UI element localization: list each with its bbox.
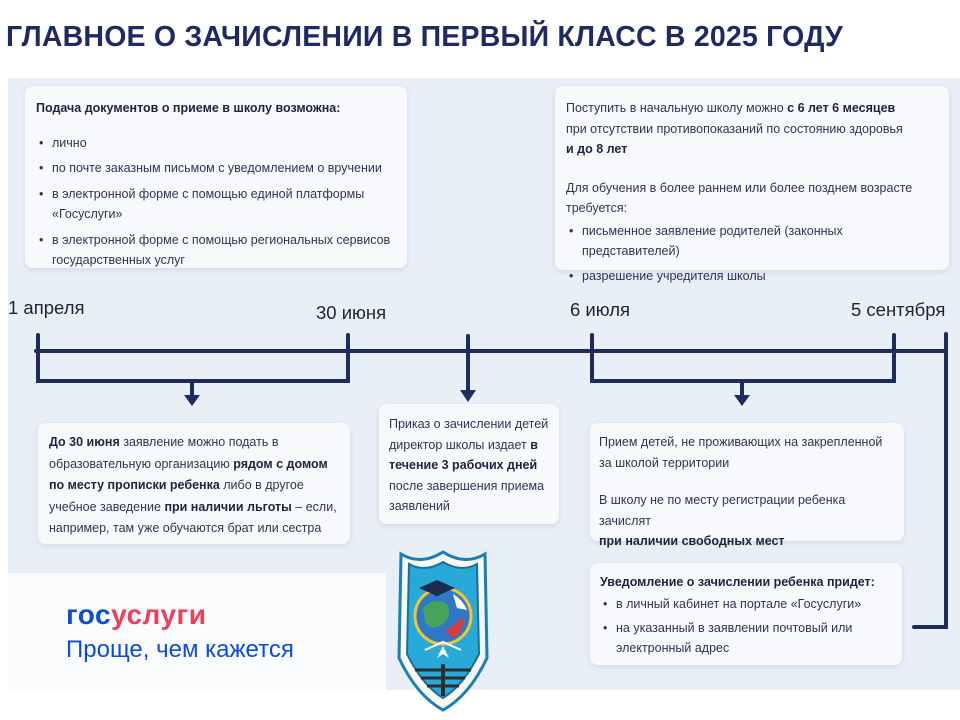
page-title: ГЛАВНОЕ О ЗАЧИСЛЕНИИ В ПЕРВЫЙ КЛАСС В 2025 ГОДУ xyxy=(6,21,843,53)
card-enrollment-notice xyxy=(590,563,902,665)
notice-connector xyxy=(914,334,946,627)
list-item: • в электронной форме с помощью региональных сервисов государственных услуг xyxy=(36,230,393,271)
bracket-april-june xyxy=(38,368,348,381)
list-item: • по почте заказным письмом с уведомлением о вручении xyxy=(36,158,393,179)
list-item: • лично xyxy=(36,133,393,154)
arrow-april-june-icon xyxy=(184,395,200,406)
age-requirements-list xyxy=(566,221,939,287)
age-exception-paragraph: Для обучения в более раннем или более позднем возрасте требуется: xyxy=(566,180,913,215)
gosuslugi-banner xyxy=(8,573,386,690)
card-enrollment-order: Приказ о зачислении детей директор школы издает в течение 3 рабочих дней после завершения приема заявлений xyxy=(379,404,559,524)
date-september-5: 5 сентября xyxy=(851,299,946,320)
bracket-july-september xyxy=(592,368,894,381)
card-until-june-30: До 30 июня заявление можно подать в образовательную организацию рядом с домом по месту прописки ребенка либо в другое учебное заведение при наличии льготы – если, например, там уже обучаются брат или сестра xyxy=(38,423,350,544)
list-item: • письменное заявление родителей (законных представителей) xyxy=(566,221,939,262)
school-emblem-shield-icon xyxy=(393,546,493,714)
card-submission-methods xyxy=(25,86,407,268)
gosuslugi-tagline: Проще, чем кажется xyxy=(66,636,294,663)
arrow-july-september-icon xyxy=(734,395,750,406)
notice-list xyxy=(600,594,894,658)
card-age-requirements xyxy=(555,86,949,283)
gosuslugi-logo: госуслуги xyxy=(66,599,207,630)
list-item: • в электронной форме с помощью единой платформы «Госуслуги» xyxy=(36,184,393,225)
notice-heading: Уведомление о зачислении ребенка придет: xyxy=(600,575,875,589)
card-non-resident-admission: Прием детей, не проживающих на закрепленной за школой территории В школу не по месту регистрации ребенка зачислят при наличии свободных мест xyxy=(590,423,904,541)
arrow-order-icon xyxy=(460,390,476,402)
list-item: • в личный кабинет на портале «Госуслуги» xyxy=(600,594,894,614)
list-item: • на указанный в заявлении почтовый или электронный адрес xyxy=(600,618,894,658)
age-paragraph: Поступить в начальную школу можно с 6 лет 6 месяцев при отсутствии противопоказаний по состоянию здоровья и до 8 лет xyxy=(566,101,903,156)
card-submission-heading: Подача документов о приеме в школу возможна: xyxy=(36,101,341,115)
date-july-6: 6 июля xyxy=(570,299,631,320)
list-item: • разрешение учредителя школы xyxy=(566,266,939,287)
submission-methods-list xyxy=(36,133,393,271)
date-april-1: 1 апреля xyxy=(8,297,85,318)
date-june-30: 30 июня xyxy=(316,302,387,323)
